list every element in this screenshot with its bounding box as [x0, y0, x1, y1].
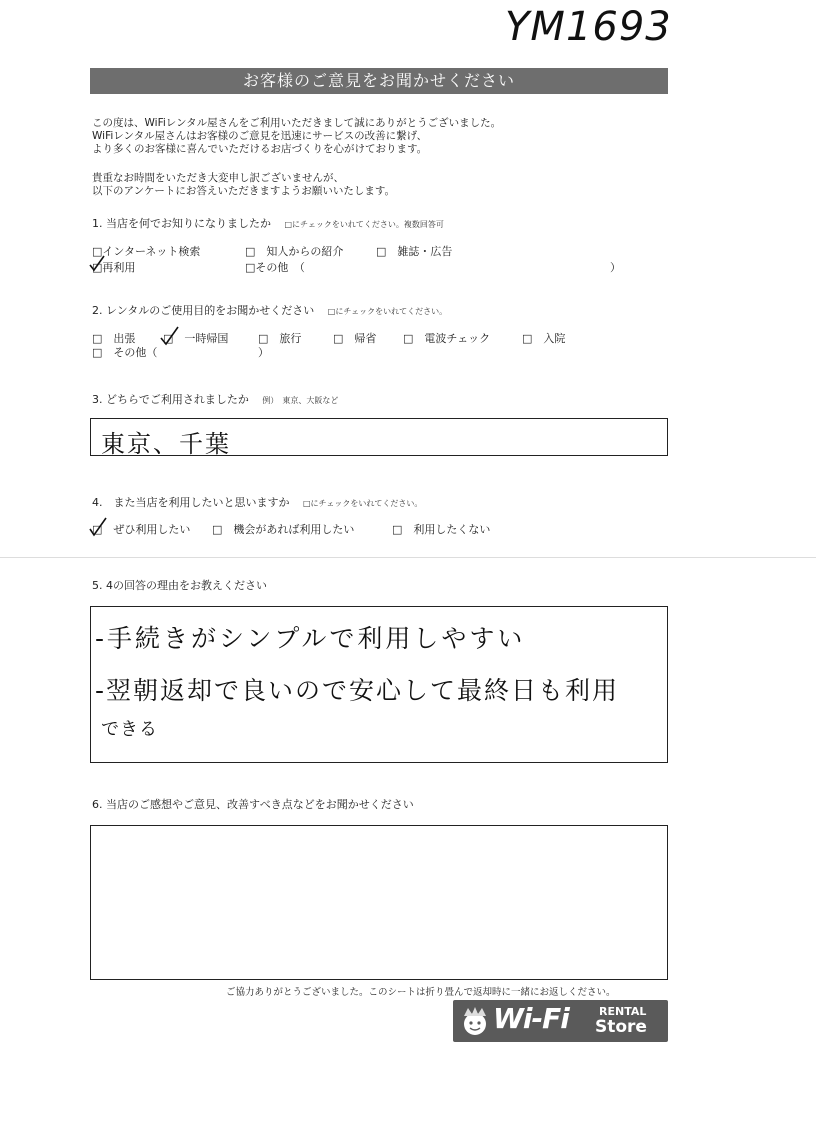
- q3-note: 例） 東京、大阪など: [262, 396, 339, 405]
- q4-option-no[interactable]: □ 利用したくない: [392, 523, 491, 536]
- check-mark-icon: [88, 515, 108, 537]
- q1-option-magazine[interactable]: □ 雑誌・広告: [376, 245, 453, 258]
- check-mark-icon: [88, 254, 106, 272]
- q4-title-text: 4. また当店を利用したいと思いますか: [92, 496, 290, 509]
- q2-option-other-close: ）: [258, 346, 269, 359]
- q3-answer: 東京、千葉: [101, 430, 231, 458]
- logo-main-text: Wi-Fi: [493, 1002, 569, 1035]
- q4-option-definitely[interactable]: □ ぜひ利用したい: [92, 523, 191, 536]
- q6-title: 6. 当店のご感想やご意見、改善すべき点などをお聞かせください: [92, 798, 414, 811]
- q6-answer-box[interactable]: [90, 825, 668, 980]
- logo-sub-text-2: Store: [595, 1017, 647, 1037]
- q2-option-other[interactable]: □ その他（: [92, 346, 158, 359]
- q2-option-signal-check[interactable]: □ 電波チェック: [403, 332, 491, 345]
- q4-option-if-chance[interactable]: □ 機会があれば利用したい: [212, 523, 355, 536]
- intro-line-5: 以下のアンケートにお答えいただきますようお願いいたします。: [92, 185, 396, 197]
- q5-answer-line-3: できる: [101, 719, 158, 740]
- q2-title: [92, 302, 447, 318]
- footer-note: ご協力ありがとうございました。このシートは折り畳んで返却時に一緒にお返しください。: [226, 987, 616, 998]
- q3-title-text: 3. どちらでご利用されましたか: [92, 393, 249, 406]
- q1-option-friend[interactable]: □ 知人からの紹介: [245, 245, 344, 258]
- handwritten-stamp: YM1693: [505, 4, 672, 50]
- q5-answer-box[interactable]: [90, 606, 668, 763]
- q1-title: [92, 215, 444, 231]
- wifi-rental-store-logo: [453, 1000, 668, 1042]
- q1-note: □にチェックをいれてください。複数回答可: [284, 220, 444, 229]
- intro-line-3: より多くのお客様に喜んでいただけるお店づくりを心がけております。: [92, 143, 428, 155]
- q2-option-hospital[interactable]: □ 入院: [522, 332, 566, 345]
- q1-option-other[interactable]: □その他 （: [245, 261, 305, 274]
- q2-title-text: 2. レンタルのご使用目的をお聞かせください: [92, 304, 315, 317]
- q1-option-reuse[interactable]: □再利用: [92, 261, 136, 274]
- q5-answer-line-1: -手続きがシンプルで利用しやすい: [95, 624, 526, 653]
- check-mark-icon: [158, 325, 180, 347]
- intro-line-2: WiFiレンタル屋さんはお客様のご意見を迅速にサービスの改善に繋げ、: [92, 130, 428, 142]
- q2-note: □にチェックをいれてください。: [327, 307, 448, 316]
- q3-answer-box[interactable]: [90, 418, 668, 456]
- q2-option-travel[interactable]: □ 旅行: [258, 332, 302, 345]
- intro-line-4: 貴重なお時間をいただき大変申し訳ございませんが、: [92, 172, 344, 184]
- q2-option-business[interactable]: □ 出張: [92, 332, 136, 345]
- q1-option-internet[interactable]: □インターネット検索: [92, 245, 201, 258]
- fold-divider: [0, 557, 816, 558]
- intro-line-1: この度は、WiFiレンタル屋さんをご利用いただきまして誠にありがとうございました。: [92, 117, 502, 129]
- q2-option-homecoming[interactable]: □ 帰省: [333, 332, 377, 345]
- page-title: お客様のご意見をお聞かせください: [90, 68, 668, 94]
- q1-title-text: 1. 当店を何でお知りになりましたか: [92, 217, 271, 230]
- logo-sub-text-1: RENTAL: [599, 1005, 647, 1018]
- q4-title: [92, 494, 422, 510]
- crown-mascot-icon: [459, 1006, 491, 1036]
- q2-option-temporary-return[interactable]: □ 一時帰国: [163, 332, 229, 345]
- q1-option-other-close: ）: [610, 261, 621, 274]
- q3-title: [92, 391, 338, 407]
- q5-answer-line-2: -翌朝返却で良いので安心して最終日も利用: [95, 676, 620, 705]
- q5-title: 5. 4の回答の理由をお教えください: [92, 579, 267, 592]
- q4-note: □にチェックをいれてください。: [303, 499, 423, 508]
